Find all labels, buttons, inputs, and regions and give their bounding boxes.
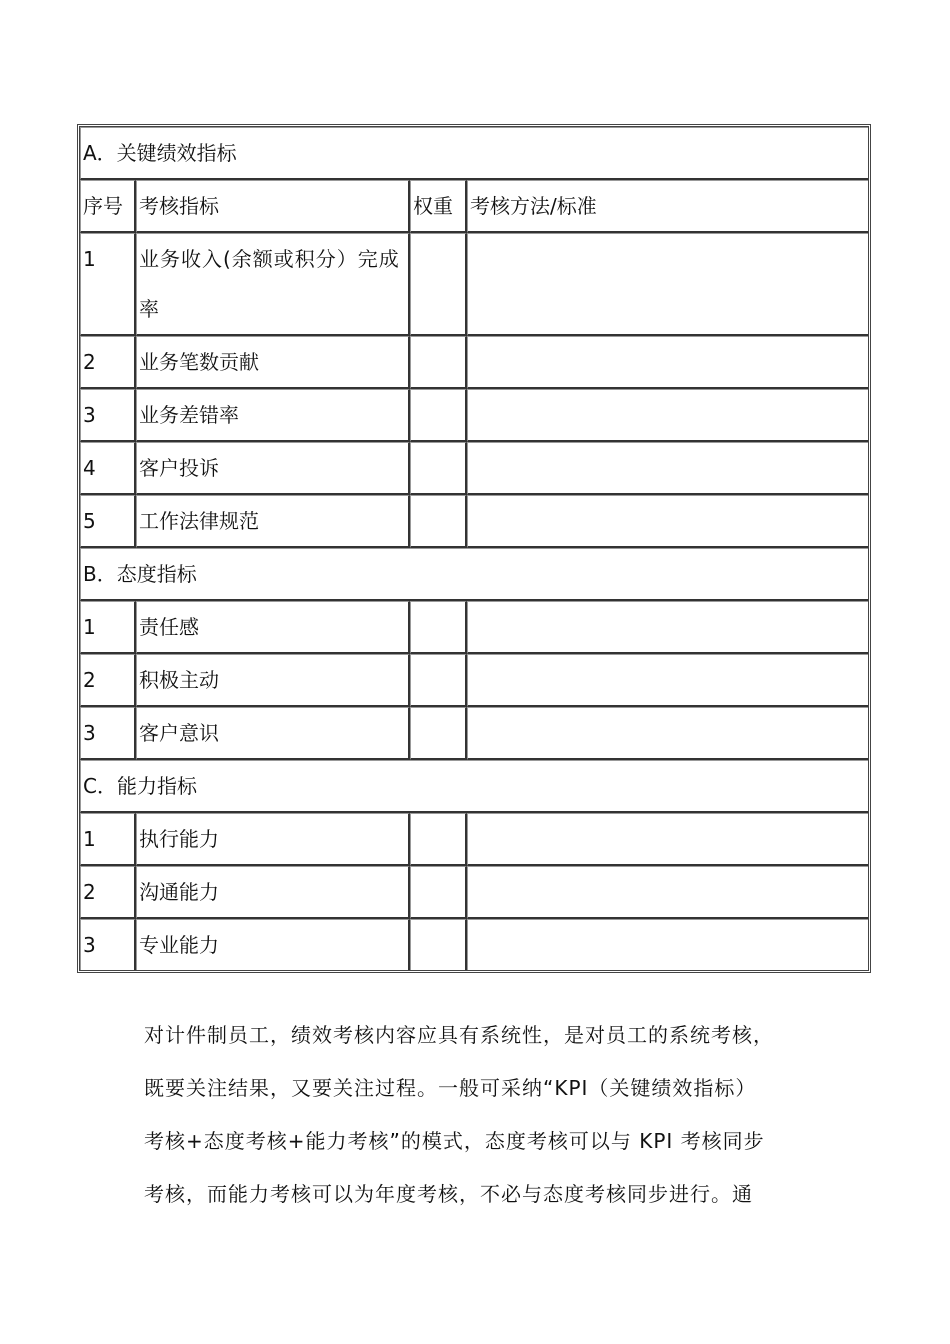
header-indicator: 考核指标 (136, 180, 410, 233)
row-weight (410, 866, 467, 919)
row-indicator: 工作法律规范 (136, 495, 410, 548)
row-weight (410, 233, 467, 336)
row-weight (410, 707, 467, 760)
row-method (467, 495, 868, 548)
row-weight (410, 601, 467, 654)
row-weight (410, 389, 467, 442)
row-method (467, 866, 868, 919)
table-row (80, 389, 868, 442)
section-title: A．关键绩效指标 (80, 127, 868, 180)
row-indicator: 业务收入(余额或积分）完成率 (136, 233, 410, 336)
row-method (467, 442, 868, 495)
row-number: 5 (80, 495, 136, 548)
row-indicator: 业务笔数贡献 (136, 336, 410, 389)
row-method (467, 336, 868, 389)
table-row (80, 442, 868, 495)
body-paragraph (144, 1013, 824, 1225)
row-weight (410, 442, 467, 495)
table-row (80, 336, 868, 389)
row-number: 3 (80, 707, 136, 760)
paragraph-line: 既要关注结果，又要关注过程。一般可采纳“KPI（关键绩效指标） (144, 1076, 757, 1100)
section-row-c (80, 760, 868, 813)
table-row (80, 919, 868, 970)
row-indicator: 客户意识 (136, 707, 410, 760)
table-row (80, 233, 868, 336)
row-indicator: 业务差错率 (136, 389, 410, 442)
table-row (80, 654, 868, 707)
row-method (467, 233, 868, 336)
header-weight: 权重 (410, 180, 467, 233)
row-number: 1 (80, 233, 136, 336)
row-weight (410, 336, 467, 389)
row-number: 2 (80, 654, 136, 707)
row-indicator: 责任感 (136, 601, 410, 654)
row-method (467, 601, 868, 654)
table-row (80, 707, 868, 760)
row-indicator: 客户投诉 (136, 442, 410, 495)
row-method (467, 654, 868, 707)
paragraph-line: 考核，而能力考核可以为年度考核，不必与态度考核同步进行。通 (144, 1182, 753, 1206)
paragraph-line: 考核+态度考核+能力考核”的模式，态度考核可以与 KPI 考核同步 (144, 1129, 765, 1153)
header-method: 考核方法/标准 (467, 180, 868, 233)
table-row (80, 495, 868, 548)
row-weight (410, 919, 467, 970)
table-row (80, 866, 868, 919)
row-number: 2 (80, 866, 136, 919)
row-weight (410, 495, 467, 548)
paragraph-line: 对计件制员工，绩效考核内容应具有系统性，是对员工的系统考核， (144, 1023, 774, 1047)
section-row-a (80, 127, 868, 180)
row-indicator: 执行能力 (136, 813, 410, 866)
section-title: C．能力指标 (80, 760, 868, 813)
section-title: B．态度指标 (80, 548, 868, 601)
table-row (80, 813, 868, 866)
row-method (467, 389, 868, 442)
header-number: 序号 (80, 180, 136, 233)
row-indicator: 专业能力 (136, 919, 410, 970)
row-number: 3 (80, 919, 136, 970)
row-indicator: 积极主动 (136, 654, 410, 707)
row-method (467, 707, 868, 760)
table-header-row (80, 180, 868, 233)
row-number: 1 (80, 601, 136, 654)
table-row (80, 601, 868, 654)
row-indicator: 沟通能力 (136, 866, 410, 919)
section-row-b (80, 548, 868, 601)
row-number: 3 (80, 389, 136, 442)
row-number: 2 (80, 336, 136, 389)
row-weight (410, 813, 467, 866)
row-number: 4 (80, 442, 136, 495)
performance-indicator-table (77, 124, 871, 973)
row-method (467, 919, 868, 970)
row-method (467, 813, 868, 866)
row-weight (410, 654, 467, 707)
row-number: 1 (80, 813, 136, 866)
